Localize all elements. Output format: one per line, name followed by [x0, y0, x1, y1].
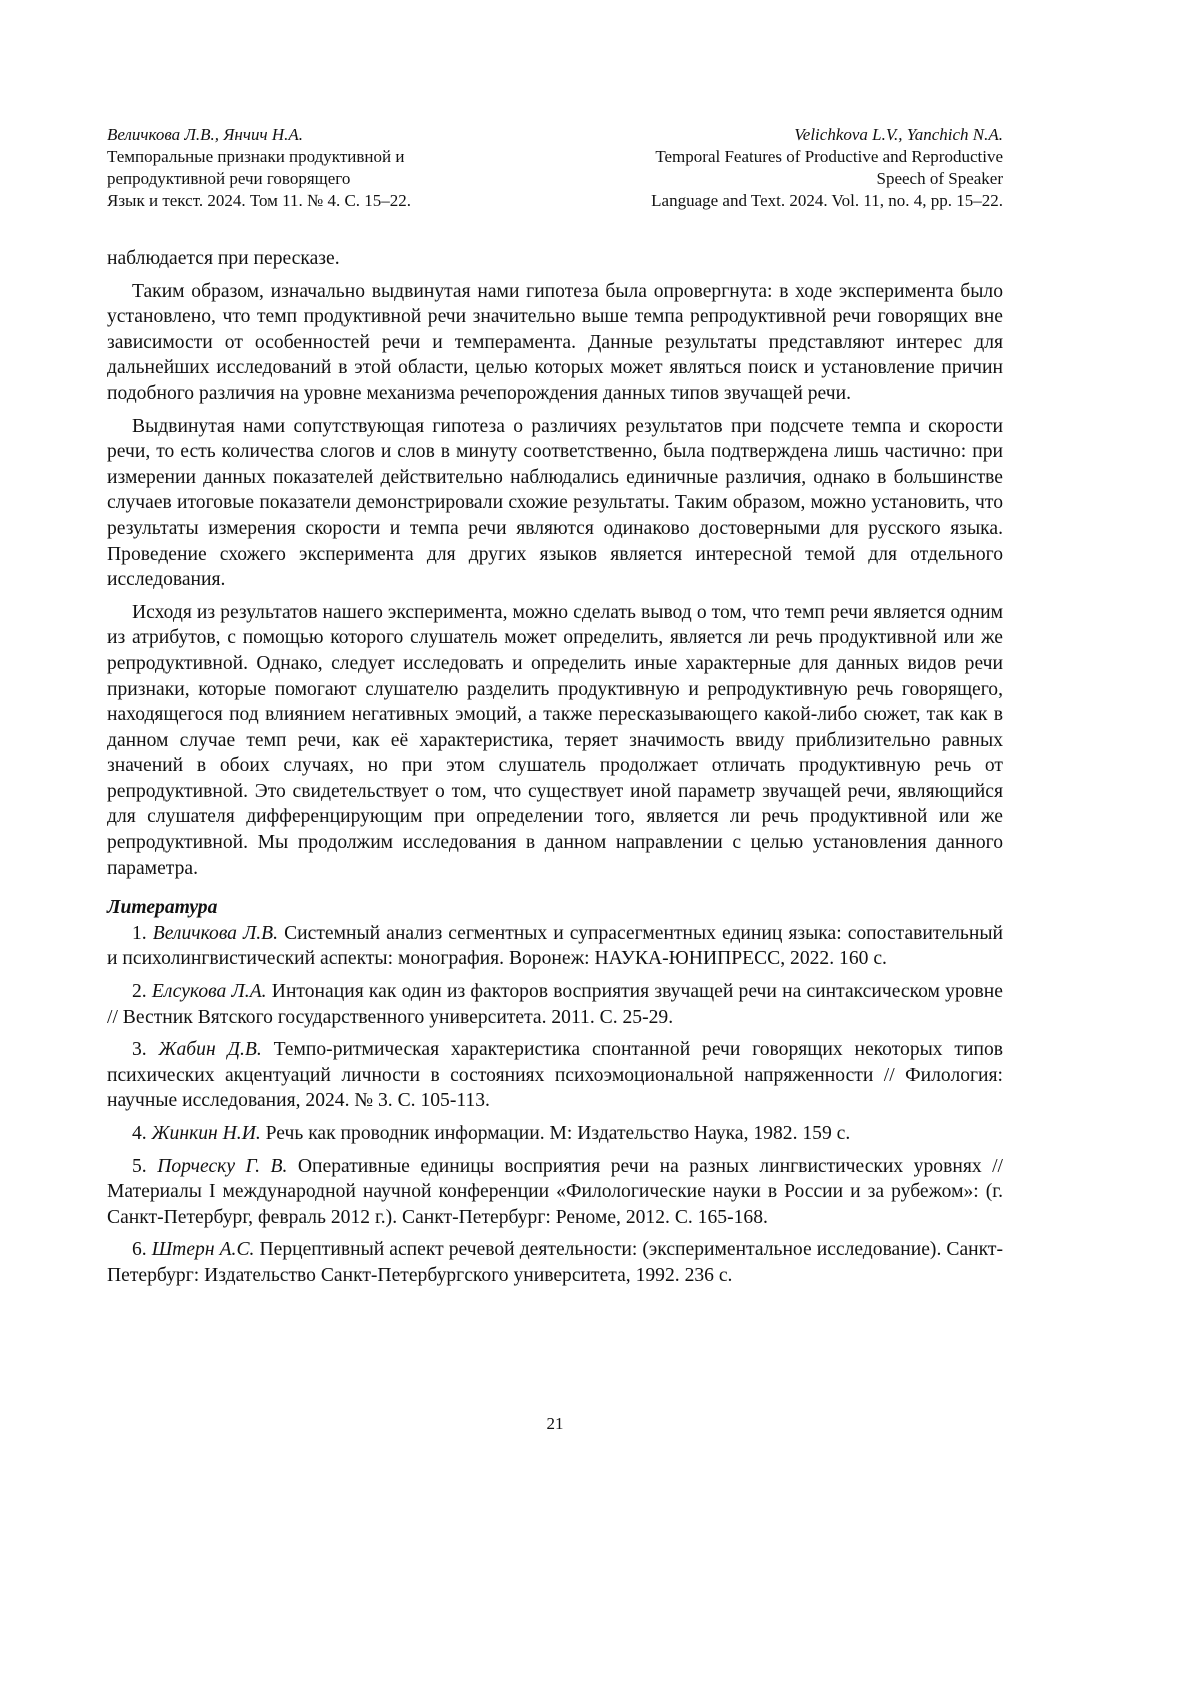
- page-number: 21: [0, 1414, 1110, 1434]
- header-title-en-line1: Temporal Features of Productive and Reproductive: [651, 146, 1003, 168]
- reference-number: 6.: [132, 1239, 147, 1260]
- reference-author: Жинкин Н.И.: [152, 1123, 261, 1144]
- reference-text: Речь как проводник информации. М: Издательство Наука, 1982. 159 с.: [266, 1123, 851, 1144]
- header-citation-en: Language and Text. 2024. Vol. 11, no. 4, pp. 15–22.: [651, 190, 1003, 212]
- reference-number: 4.: [132, 1123, 147, 1144]
- references-heading: Литература: [107, 895, 1003, 921]
- reference-text: Системный анализ сегментных и супрасегментных единиц языка: сопоставительный и психолингвистический аспекты: монография. Воронеж: НАУКА-ЮНИПРЕСС, 2022. 160 с.: [107, 923, 1003, 970]
- reference-item: [107, 979, 1003, 1030]
- paragraph: Таким образом, изначально выдвинутая нами гипотеза была опровергнута: в ходе эксперимента было установлено, что темп продуктивной речи значительно выше темпа репродуктивной речи говорящих вне зависимости от особенностей речи и темперамента. Данные результаты представляют интерес для дальнейших исследований в этой области, целью которых может являться поиск и установление причин подобного различия на уровне механизма речепорождения данных типов звучащей речи.: [107, 279, 1003, 407]
- reference-item: [107, 1237, 1003, 1288]
- paragraph: наблюдается при пересказе.: [107, 246, 1003, 272]
- references-list: [107, 921, 1003, 1289]
- reference-author: Величкова Л.В.: [153, 923, 278, 944]
- reference-text: Интонация как один из факторов восприятия звучащей речи на синтаксическом уровне // Вестник Вятского государственного университета. 2011. С. 25-29.: [107, 981, 1003, 1028]
- reference-item: [107, 1154, 1003, 1231]
- reference-number: 5.: [132, 1156, 147, 1177]
- reference-author: Штерн А.С.: [152, 1239, 255, 1260]
- reference-number: 1.: [132, 923, 147, 944]
- reference-author: Порческу Г. В.: [157, 1156, 287, 1177]
- article-body: [107, 246, 1003, 1296]
- reference-item: [107, 1121, 1003, 1147]
- reference-number: 2.: [132, 981, 147, 1002]
- header-authors-en: Velichkova L.V., Yanchich N.A.: [651, 124, 1003, 146]
- header-title-ru-line2: репродуктивной речи говорящего: [107, 168, 411, 190]
- paragraph: Выдвинутая нами сопутствующая гипотеза о различиях результатов при подсчете темпа и скорости речи, то есть количества слогов и слов в минуту соответственно, была подтверждена лишь частично: при измерении данных показателей действительно наблюдались единичные различия, однако в большинстве случаев итоговые показатели демонстрировали схожие результаты. Таким образом, можно установить, что результаты измерения скорости и темпа речи являются одинаково достоверными для русского языка. Проведение схожего эксперимента для других языков является интересной темой для отдельного исследования.: [107, 414, 1003, 593]
- reference-author: Жабин Д.В.: [159, 1039, 262, 1060]
- reference-item: [107, 921, 1003, 972]
- paragraph: Исходя из результатов нашего эксперимента, можно сделать вывод о том, что темп речи является одним из атрибутов, с помощью которого слушатель может определить, является ли речь продуктивной или же репродуктивной. Однако, следует исследовать и определить иные характерные для данных видов речи признаки, которые помогают слушателю разделить продуктивную и репродуктивную речь говорящего, находящегося под влиянием негативных эмоций, а также пересказывающего какой-либо сюжет, так как в данном случае темп речи, как её характеристика, теряет значимость ввиду приблизительно равных значений в обоих случаях, но при этом слушатель продолжает отличать продуктивную речь от репродуктивной. Это свидетельствует о том, что существует иной параметр звучащей речи, являющийся для слушателя дифференцирующим при определении того, является ли речь продуктивной или же репродуктивной. Мы продолжим исследования в данном направлении с целью установления данного параметра.: [107, 600, 1003, 882]
- header-citation-ru: Язык и текст. 2024. Том 11. № 4. С. 15–22.: [107, 190, 411, 212]
- reference-text: Темпо-ритмическая характеристика спонтанной речи говорящих некоторых типов психических акцентуаций личности в состояниях психоэмоциональной напряженности // Филология: научные исследования, 2024. № 3. С. 105-113.: [107, 1039, 1003, 1111]
- header-title-en-line2: Speech of Speaker: [651, 168, 1003, 190]
- reference-number: 3.: [132, 1039, 147, 1060]
- reference-item: [107, 1037, 1003, 1114]
- reference-text: Оперативные единицы восприятия речи на разных лингвистических уровнях // Материалы I международной научной конференции «Филологические науки в России и за рубежом»: (г. Санкт-Петербург, февраль 2012 г.). Санкт-Петербург: Реноме, 2012. С. 165-168.: [107, 1156, 1003, 1228]
- header-authors-ru: Величкова Л.В., Янчич Н.А.: [107, 124, 411, 146]
- header-title-ru-line1: Темпоральные признаки продуктивной и: [107, 146, 411, 168]
- running-header-russian: [107, 124, 411, 212]
- running-header-english: [651, 124, 1003, 212]
- reference-text: Перцептивный аспект речевой деятельности: (экспериментальное исследование). Санкт-Петербург: Издательство Санкт-Петербургского университета, 1992. 236 с.: [107, 1239, 1003, 1286]
- reference-author: Елсукова Л.А.: [152, 981, 267, 1002]
